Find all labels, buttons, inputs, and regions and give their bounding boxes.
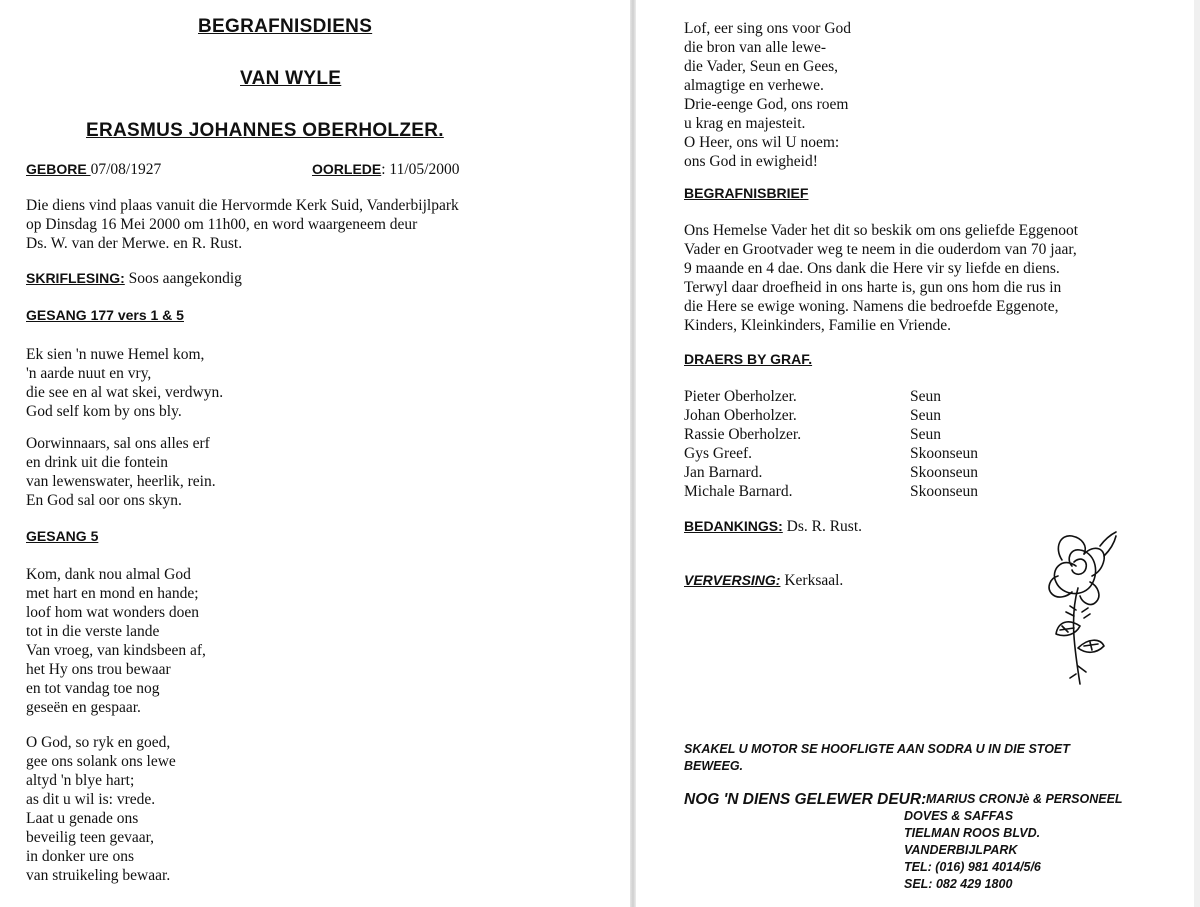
headlights-notice — [684, 741, 1070, 775]
born-label: GEBORE — [26, 161, 91, 177]
bearer-relation: Seun — [910, 426, 941, 443]
verse-line: die see en al wat skei, verdwyn. — [26, 384, 224, 401]
rose-icon — [1040, 526, 1120, 686]
provider-line: TEL: (016) 981 4014/5/6 — [904, 860, 1041, 874]
verse-line: geseën en gespaar. — [26, 699, 141, 716]
title-deceased-name: ERASMUS JOHANNES OBERHOLZER. — [86, 120, 444, 141]
hymn1-verse1 — [26, 345, 223, 421]
verse-line: gee ons solank ons lewe — [26, 753, 176, 770]
hymn2-verse3 — [684, 19, 851, 171]
verse-line: Oorwinnaars, sal ons alles erf — [26, 435, 210, 452]
provider-line: VANDERBIJLPARK — [904, 843, 1018, 857]
thanks-line — [684, 517, 862, 536]
died-date: : 11/05/2000 — [381, 161, 460, 178]
service-intro — [26, 196, 459, 253]
title-service: BEGRAFNISDIENS — [198, 16, 373, 37]
verse-line: Ek sien 'n nuwe Hemel kom, — [26, 346, 205, 363]
hymn2-verse1 — [26, 565, 206, 717]
provider-line: TIELMAN ROOS BLVD. — [904, 826, 1041, 840]
verse-line: as dit u wil is: vrede. — [26, 791, 156, 808]
letter-line: Vader en Grootvader weg te neem in die ouderdom van 70 jaar, — [684, 241, 1077, 258]
bearer-relation: Seun — [910, 407, 941, 424]
letter-title: BEGRAFNISBRIEF — [684, 185, 809, 201]
verse-line: Laat u genade ons — [26, 810, 139, 827]
verse-line: almagtige en verhewe. — [684, 77, 824, 94]
verse-line: van struikeling bewaar. — [26, 867, 171, 884]
intro-line: Ds. W. van der Merwe. en R. Rust. — [26, 235, 243, 252]
funeral-letter — [684, 221, 1078, 335]
born-date: 07/08/1927 — [90, 161, 162, 178]
verse-line: Lof, eer sing ons voor God — [684, 20, 852, 37]
refreshment-label: VERVERSING: — [684, 572, 781, 588]
intro-line: op Dinsdag 16 Mei 2000 om 11h00, en word waargeneem deur — [26, 216, 418, 233]
hymn2-verse2 — [26, 733, 176, 885]
letter-line: Terwyl daar droefheid in ons harte is, gun ons hom die rus in — [684, 279, 1062, 296]
notice-line: BEWEEG. — [684, 759, 744, 773]
letter-line: Ons Hemelse Vader het dit so beskik om ons geliefde Eggenoot — [684, 222, 1079, 239]
verse-line: God self kom by ons bly. — [26, 403, 182, 420]
bearer-relation: Skoonseun — [910, 445, 979, 462]
verse-line: van lewenswater, heerlik, rein. — [26, 473, 216, 490]
bearer-name: Jan Barnard. — [684, 464, 763, 481]
notice-line: SKAKEL U MOTOR SE HOOFLIGTE AAN SODRA U IN DIE STOET — [684, 742, 1070, 756]
right-page — [636, 0, 1200, 907]
verse-line: En God sal oor ons skyn. — [26, 492, 182, 509]
bearer-relation: Skoonseun — [910, 483, 979, 500]
intro-line: Die diens vind plaas vanuit die Hervormde Kerk Suid, Vanderbijlpark — [26, 197, 459, 214]
verse-line: loof hom wat wonders doen — [26, 604, 200, 621]
born-line — [26, 160, 161, 179]
verse-line: het Hy ons trou bewaar — [26, 661, 171, 678]
service-provider-label: NOG 'N DIENS GELEWER DEUR: — [684, 791, 927, 808]
verse-line: en drink uit die fontein — [26, 454, 169, 471]
verse-line: O Heer, ons wil U noem: — [684, 134, 840, 151]
verse-line: Kom, dank nou almal God — [26, 566, 191, 583]
verse-line: in donker ure ons — [26, 848, 135, 865]
verse-line: en tot vandag toe nog — [26, 680, 160, 697]
refreshment-text: Kerksaal. — [780, 572, 844, 589]
provider-line: DOVES & SAFFAS — [904, 809, 1014, 823]
verse-line: die Vader, Seun en Gees, — [684, 58, 839, 75]
verse-line: u krag en majesteit. — [684, 115, 806, 132]
bearer-name: Johan Oberholzer. — [684, 407, 797, 424]
letter-line: Kinders, Kleinkinders, Familie en Vriende. — [684, 317, 951, 334]
letter-line: die Here se ewige woning. Namens die bedroefde Eggenote, — [684, 298, 1059, 315]
verse-line: die bron van alle lewe- — [684, 39, 827, 56]
bearer-relation: Skoonseun — [910, 464, 979, 481]
refreshment-line — [684, 571, 843, 590]
bearer-name: Pieter Oberholzer. — [684, 388, 797, 405]
reading-text: Soos aangekondig — [124, 270, 242, 287]
thanks-text: Ds. R. Rust. — [782, 518, 863, 535]
provider-line: SEL: 082 429 1800 — [904, 877, 1013, 891]
thanks-label: BEDANKINGS: — [684, 518, 783, 534]
bearer-name: Michale Barnard. — [684, 483, 793, 500]
verse-line: Drie-eenge God, ons roem — [684, 96, 849, 113]
bearer-relation: Seun — [910, 388, 941, 405]
reading-label: SKRIFLESING: — [26, 270, 125, 286]
bearers-title: DRAERS BY GRAF. — [684, 351, 813, 367]
provider-line: MARIUS CRONJè & PERSONEEL — [926, 792, 1123, 806]
service-provider-details — [904, 791, 1123, 893]
died-line — [312, 160, 459, 179]
verse-line: ons God in ewigheid! — [684, 153, 818, 170]
title-of-late: VAN WYLE — [240, 68, 342, 89]
hymn2-title: GESANG 5 — [26, 528, 99, 544]
hymn1-title: GESANG 177 vers 1 & 5 — [26, 307, 184, 323]
letter-line: 9 maande en 4 dae. Ons dank die Here vir sy liefde en diens. — [684, 260, 1060, 277]
verse-line: beveilig teen gevaar, — [26, 829, 155, 846]
verse-line: met hart en mond en hande; — [26, 585, 199, 602]
bearer-name: Rassie Oberholzer. — [684, 426, 802, 443]
died-label: OORLEDE — [312, 161, 382, 177]
verse-line: O God, so ryk en goed, — [26, 734, 171, 751]
verse-line: tot in die verste lande — [26, 623, 160, 640]
reading-line — [26, 269, 242, 288]
bearer-name: Gys Greef. — [684, 445, 753, 462]
hymn1-verse2 — [26, 434, 216, 510]
verse-line: 'n aarde nuut en vry, — [26, 365, 152, 382]
verse-line: Van vroeg, van kindsbeen af, — [26, 642, 206, 659]
verse-line: altyd 'n blye hart; — [26, 772, 135, 789]
